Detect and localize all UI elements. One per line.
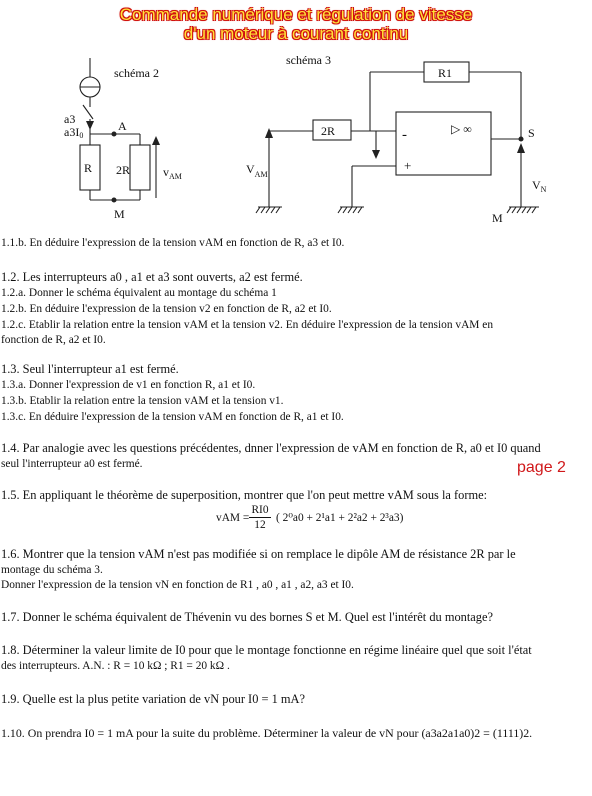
- minus-label: -: [402, 127, 407, 143]
- ground-icon: [256, 207, 282, 213]
- vam-label: $V_{AM}$: [246, 162, 268, 179]
- 2r-label: 2R: [116, 163, 131, 177]
- question-1-1-b: 1.1.b. En déduire l'expression de la tension vAM en fonction de R, a3 et I0.: [1, 237, 345, 249]
- schema-3-label: schéma 3: [286, 53, 331, 67]
- circuit-diagrams: [0, 48, 592, 226]
- question-1-3-a: 1.3.a. Donner l'expression de v1 en fonction R, a1 et I0.: [1, 379, 256, 391]
- question-1-4-cont: seul l'interrupteur a0 est fermé.: [1, 458, 143, 470]
- question-1-5: 1.5. En appliquant le théorème de superposition, montrer que l'on peut mettre vAM sous la forme:: [1, 488, 488, 502]
- a3-label: a3: [64, 112, 76, 126]
- node-m-label: M: [114, 207, 125, 221]
- question-1-3-b: 1.3.b. Etablir la relation entre la tension vAM et la tension v1.: [1, 395, 284, 407]
- current-arrow-icon: [372, 150, 380, 159]
- vam-arrow-icon: [265, 128, 273, 138]
- schema-2: [64, 58, 182, 221]
- node-a-label: A: [118, 119, 127, 133]
- formula-numerator: RI0: [249, 503, 271, 518]
- question-1-2-c: 1.2.c. Etablir la relation entre la tension vAM et la tension v2. En déduire l'expression de la tension vAM en: [1, 319, 494, 331]
- switch-a3-icon: [83, 105, 93, 119]
- question-1-2: 1.2. Les interrupteurs a0 , a1 et a3 sont ouverts, a2 est fermé.: [1, 270, 303, 284]
- document-title-line-2: d'un moteur à courant continu: [183, 24, 409, 43]
- question-1-6-b: Donner l'expression de la tension vN en fonction de R1 , a0 , a1 , a2, a3 et I0.: [1, 579, 354, 591]
- r1-label: R1: [438, 66, 453, 80]
- question-1-2-b: 1.2.b. En déduire l'expression de la tension v2 en fonction de R, a2 et I0.: [1, 303, 332, 315]
- question-1-3-c: 1.3.c. En déduire l'expression de la tension vAM en fonction de R, a1 et I0.: [1, 411, 344, 423]
- page-number-label: page 2: [517, 459, 566, 476]
- resistor-2r-icon: [130, 145, 150, 190]
- question-1-8-cont: des interrupteurs. A.N. : R = 10 kΩ ; R1 = 20 kΩ .: [1, 660, 230, 672]
- question-1-6: 1.6. Montrer que la tension vAM n'est pas modifiée si on remplace le dipôle AM de résistance 2R par le: [1, 547, 516, 561]
- ground-icon: [338, 207, 364, 213]
- node-s: [519, 137, 523, 141]
- a3i0-label: a3I0: [64, 125, 84, 140]
- ground-icon: [507, 207, 539, 213]
- question-1-2-c-cont: fonction de R, a2 et I0.: [1, 334, 106, 346]
- vn-label: $V_N$: [532, 178, 547, 194]
- question-1-3: 1.3. Seul l'interrupteur a1 est fermé.: [1, 362, 179, 376]
- formula-lhs: vAM =: [216, 512, 250, 524]
- schema-2-label: schéma 2: [114, 66, 159, 80]
- question-1-10: 1.10. On prendra I0 = 1 mA pour la suite du problème. Déterminer la valeur de vN pour (a3a2a1a0)2 = (1111)2.: [1, 726, 533, 740]
- 2r-label: 2R: [321, 124, 336, 138]
- vn-arrow-icon: [517, 143, 525, 153]
- opamp-symbol: ▷ ∞: [451, 122, 472, 136]
- formula-rhs: ( 2⁰a0 + 2¹a1 + 2²a2 + 2³a3): [276, 512, 404, 524]
- schema-3: [246, 53, 547, 225]
- question-1-9: 1.9. Quelle est la plus petite variation de vN pour I0 = 1 mA?: [1, 692, 305, 706]
- r-label: R: [84, 161, 93, 175]
- question-1-2-a: 1.2.a. Donner le schéma équivalent au montage du schéma 1: [1, 287, 277, 299]
- node-m-label: M: [492, 211, 503, 225]
- question-1-7: 1.7. Donner le schéma équivalent de Thévenin vu des bornes S et M. Quel est l'intérêt du montage?: [1, 610, 493, 624]
- question-1-8: 1.8. Déterminer la valeur limite de I0 pour que le montage fonctionne en régime linéaire quel que soit l'état: [1, 643, 532, 657]
- node-m: [112, 198, 116, 202]
- question-1-4: 1.4. Par analogie avec les questions précédentes, dnner l'expression de vAM en fonction de R, a0 et I0 quand: [1, 441, 541, 455]
- question-1-6-cont: montage du schéma 3.: [1, 564, 103, 576]
- formula-denominator: 12: [254, 519, 266, 531]
- plus-label: +: [404, 158, 412, 173]
- node-s-label: S: [528, 126, 535, 140]
- vam-label: $v_{AM}$: [163, 165, 182, 181]
- document-title-line-1: Commande numérique et régulation de vitesse: [119, 5, 473, 24]
